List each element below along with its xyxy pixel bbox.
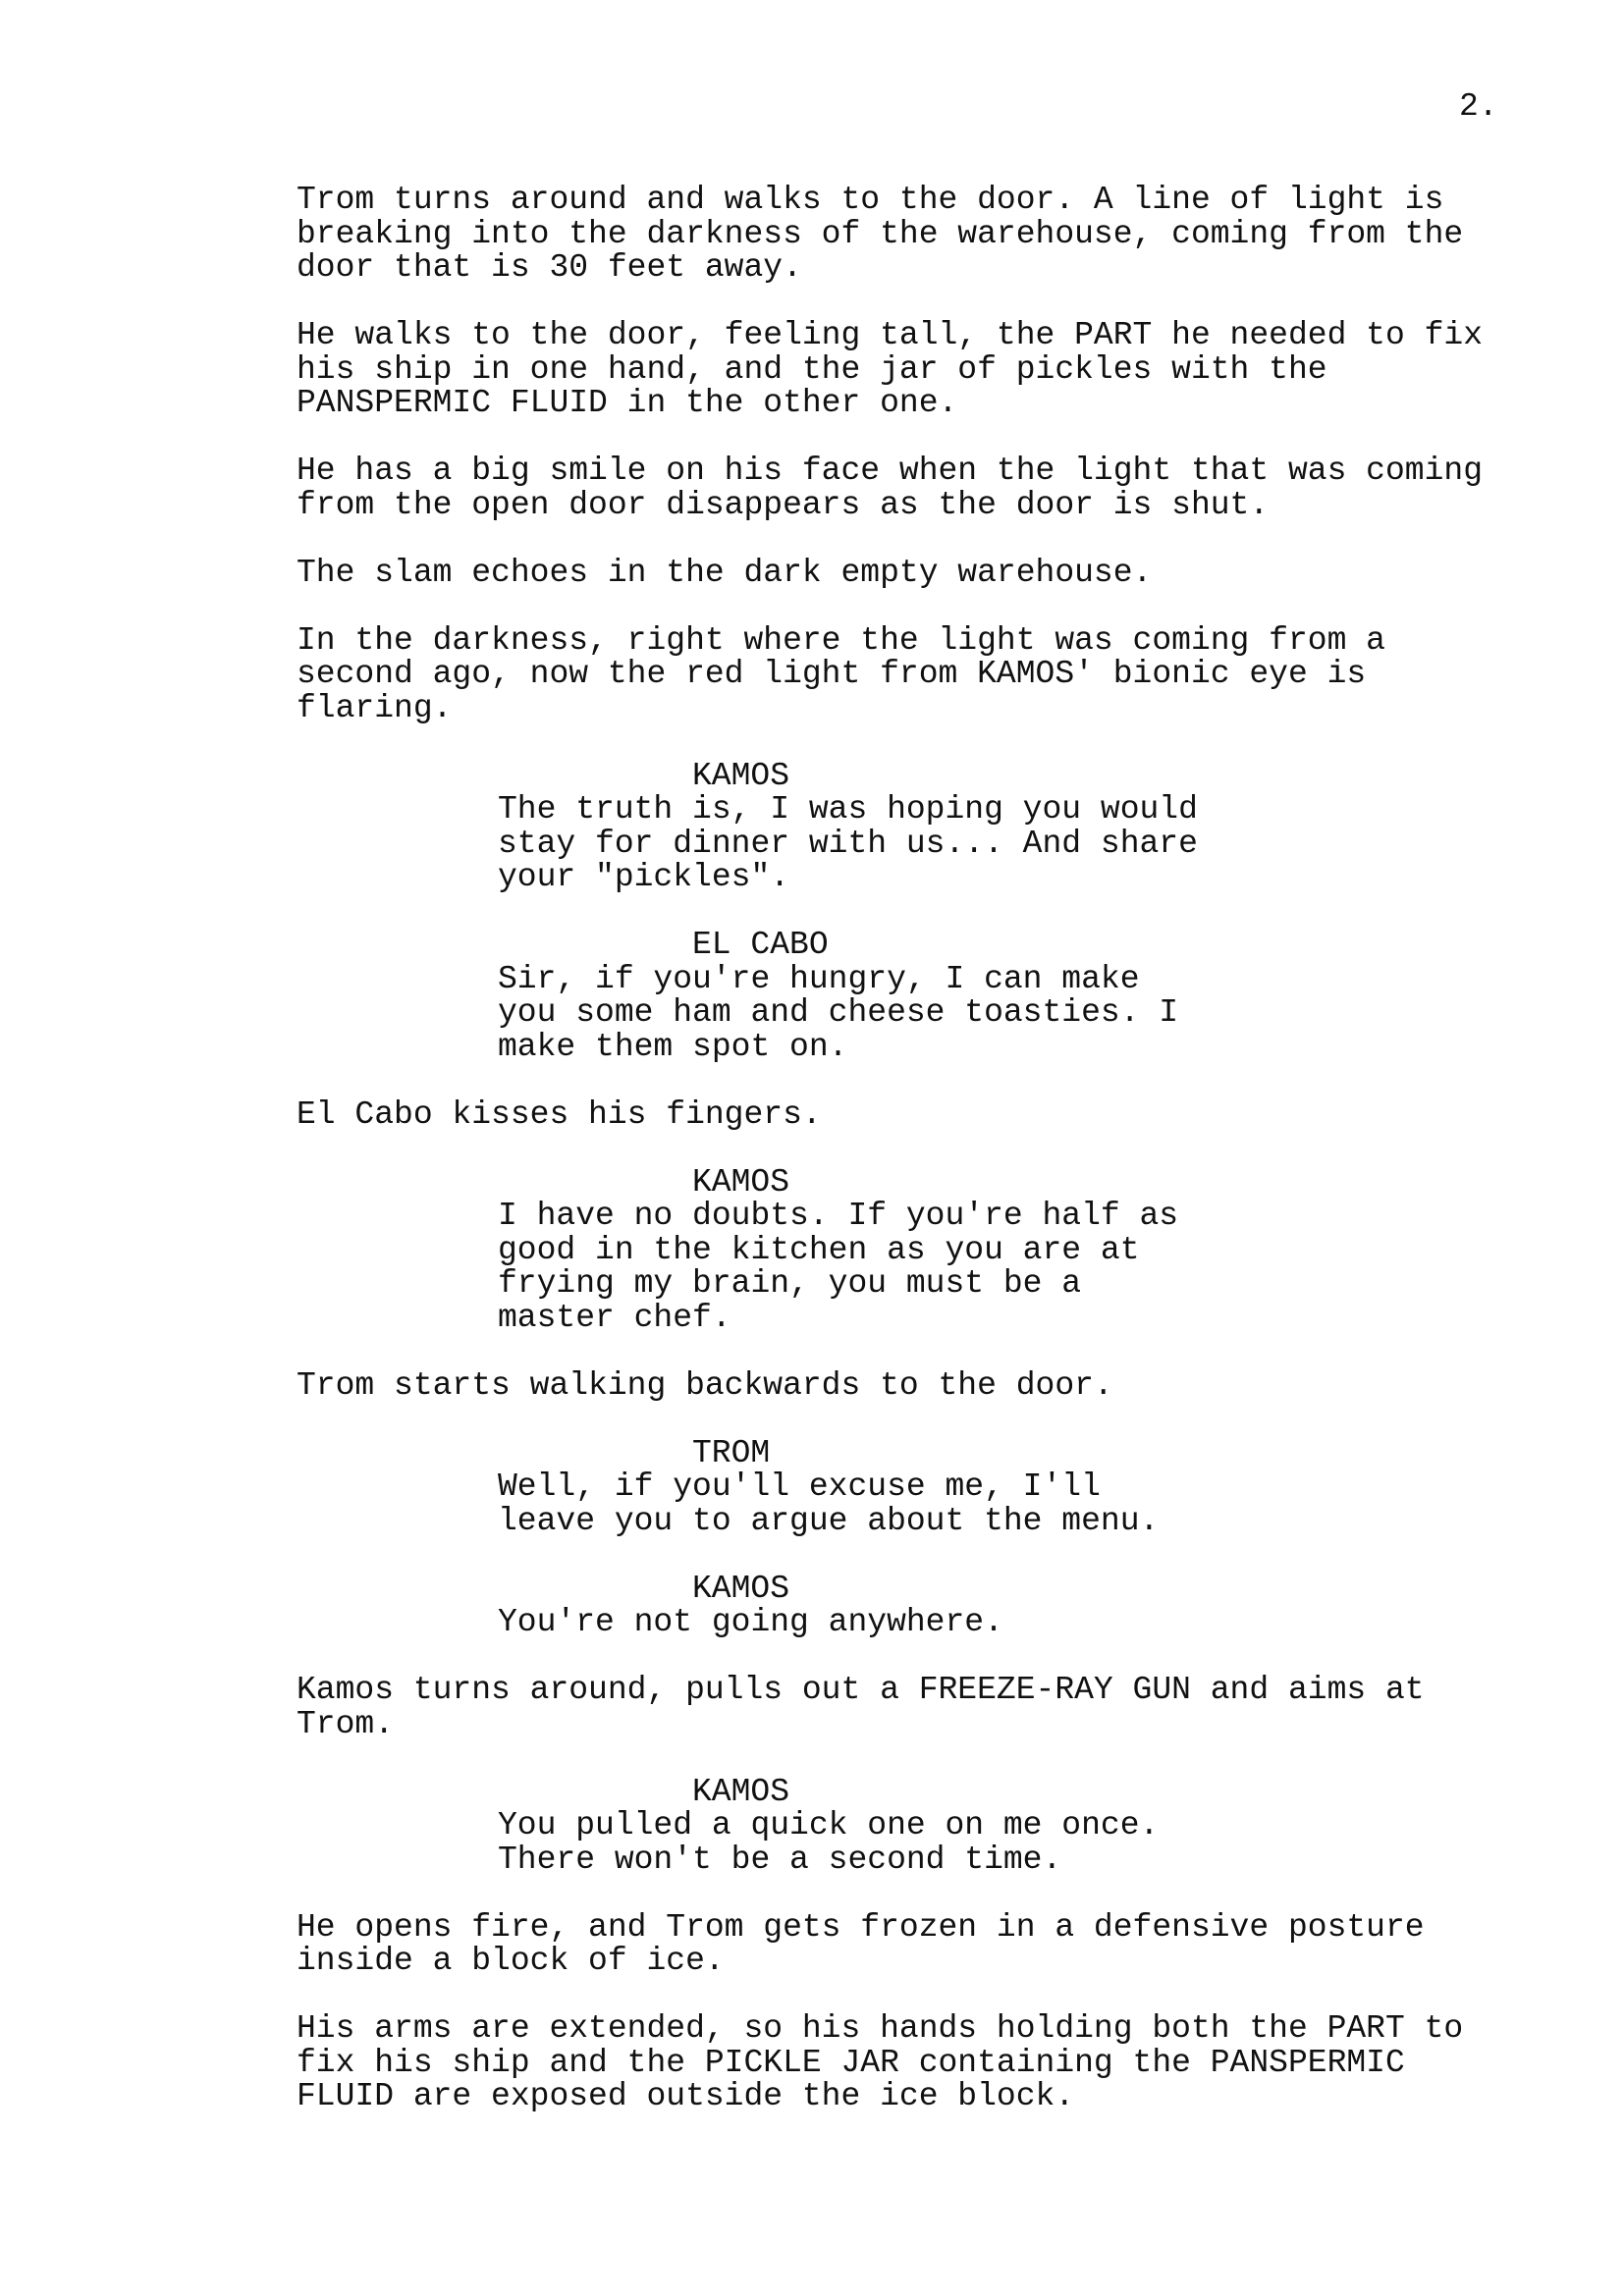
- action-line: Kamos turns around, pulls out a FREEZE-RAY GUN and aims at Trom.: [297, 1672, 1444, 1742]
- action-line: Trom turns around and walks to the door. A line of light is breaking into the darkness of the warehouse, coming from the door that is 30 feet away.: [297, 182, 1484, 286]
- dialogue-line: I have no doubts. If you're half as good in the kitchen as you are at frying my brain, you must be a master chef.: [498, 1198, 1198, 1336]
- action-line: Trom starts walking backwards to the door.: [297, 1366, 1113, 1404]
- action-line: In the darkness, right where the light was coming from a second ago, now the red light from KAMOS' bionic eye is flaring.: [297, 621, 1405, 726]
- page-number: 2.: [1459, 88, 1498, 125]
- script-body: [297, 184, 1534, 2148]
- dialogue-line: You're not going anywhere.: [498, 1604, 1003, 1640]
- character-name: TROM: [692, 1434, 771, 1471]
- action-line: He has a big smile on his face when the light that was coming from the open door disappears as the door is shut.: [297, 453, 1502, 523]
- dialogue-line: Well, if you'll excuse me, I'll leave you to argue about the menu.: [498, 1468, 1160, 1539]
- dialogue-line: Sir, if you're hungry, I can make you some ham and cheese toasties. I make them spot on.: [498, 960, 1198, 1065]
- character-name: KAMOS: [692, 1570, 790, 1607]
- character-name: KAMOS: [692, 1773, 790, 1810]
- character-name: EL CABO: [692, 927, 829, 963]
- dialogue-line: You pulled a quick one on me once. There won't be a second time.: [498, 1807, 1179, 1878]
- action-line: The slam echoes in the dark empty warehouse.: [297, 554, 1153, 591]
- action-line: He walks to the door, feeling tall, the PART he needed to fix his ship in one hand, and the jar of pickles with the PANSPERMIC FLUID in the other one.: [297, 317, 1502, 421]
- action-line: El Cabo kisses his fingers.: [297, 1095, 822, 1133]
- dialogue-line: The truth is, I was hoping you would stay for dinner with us... And share your "pickles".: [498, 791, 1217, 895]
- character-name: KAMOS: [692, 757, 790, 794]
- action-line: His arms are extended, so his hands holding both the PART to fix his ship and the PICKLE JAR containing the PANSPERMIC FLUID are exposed outside the ice block.: [297, 2010, 1484, 2114]
- character-name: KAMOS: [692, 1163, 790, 1201]
- action-line: He opens fire, and Trom gets frozen in a defensive posture inside a block of ice.: [297, 1908, 1444, 1979]
